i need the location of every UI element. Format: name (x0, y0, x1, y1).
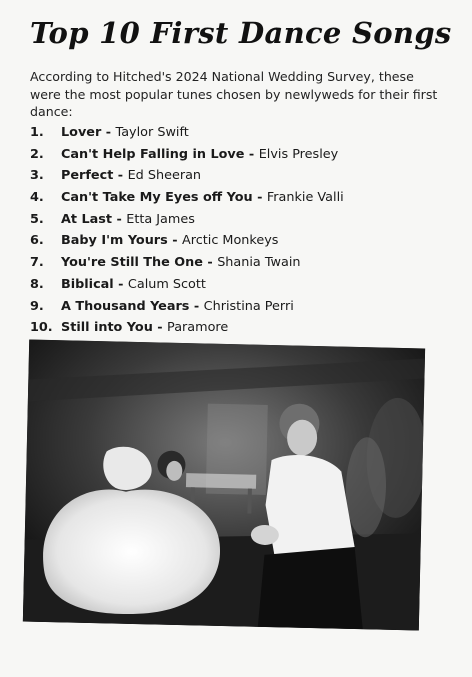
song-number: 9. (30, 298, 44, 314)
song-title: A Thousand Years (61, 298, 190, 314)
list-item (30, 189, 450, 211)
song-title: Lover (61, 125, 102, 140)
list-item (30, 146, 450, 168)
song-title: At Last (61, 211, 113, 227)
background-table (186, 473, 256, 489)
list-item (30, 254, 450, 276)
song-artist: Shania Twain (217, 255, 301, 271)
song-number: 6. (30, 233, 44, 249)
song-title: Still into You (61, 320, 153, 336)
song-number: 10. (30, 320, 53, 336)
song-number: 5. (30, 211, 44, 227)
song-number: 4. (30, 190, 44, 206)
song-separator: - (244, 146, 259, 162)
list-item (30, 319, 450, 341)
wedding-dance-photo (23, 340, 425, 631)
song-separator: - (113, 168, 128, 184)
song-number: 8. (30, 276, 44, 292)
song-separator: - (189, 298, 204, 314)
song-artist: Elvis Presley (258, 146, 339, 162)
song-separator: - (101, 125, 116, 140)
song-artist: Taylor Swift (115, 125, 189, 140)
song-title: Can't Help Falling in Love (61, 146, 245, 162)
groom-trousers (258, 545, 365, 629)
song-list (30, 124, 450, 341)
song-separator: - (113, 276, 128, 292)
page-title: Top 10 First Dance Songs (30, 16, 452, 50)
song-artist: Christina Perri (203, 298, 294, 314)
list-item (30, 298, 450, 320)
song-artist: Arctic Monkeys (181, 233, 279, 249)
song-title: Perfect (61, 168, 114, 184)
list-item (30, 232, 450, 254)
song-title: Biblical (61, 276, 114, 292)
photo-illustration (23, 340, 425, 631)
song-artist: Ed Sheeran (127, 168, 202, 184)
song-separator: - (112, 211, 127, 227)
list-item (30, 211, 450, 233)
song-separator: - (152, 320, 168, 336)
song-separator: - (202, 255, 218, 271)
list-item (30, 276, 450, 298)
song-artist: Paramore (167, 320, 229, 336)
bride-dress (42, 487, 222, 616)
intro-paragraph: According to Hitched's 2024 National Wedding Survey, these were the most popular tunes chosen by newlyweds for their first dance: (30, 69, 438, 119)
list-item (30, 124, 450, 146)
song-separator: - (252, 190, 267, 206)
song-title: You're Still The One (61, 255, 203, 271)
song-number: 3. (30, 168, 44, 184)
song-number: 2. (30, 146, 44, 162)
song-artist: Etta James (126, 211, 195, 227)
song-number: 7. (30, 255, 44, 271)
list-item (30, 167, 450, 189)
song-artist: Calum Scott (127, 276, 206, 292)
song-title: Baby I'm Yours (61, 233, 168, 249)
song-separator: - (167, 233, 182, 249)
song-artist: Frankie Valli (266, 190, 344, 206)
song-number: 1. (30, 125, 44, 140)
song-title: Can't Take My Eyes off You (61, 190, 253, 206)
